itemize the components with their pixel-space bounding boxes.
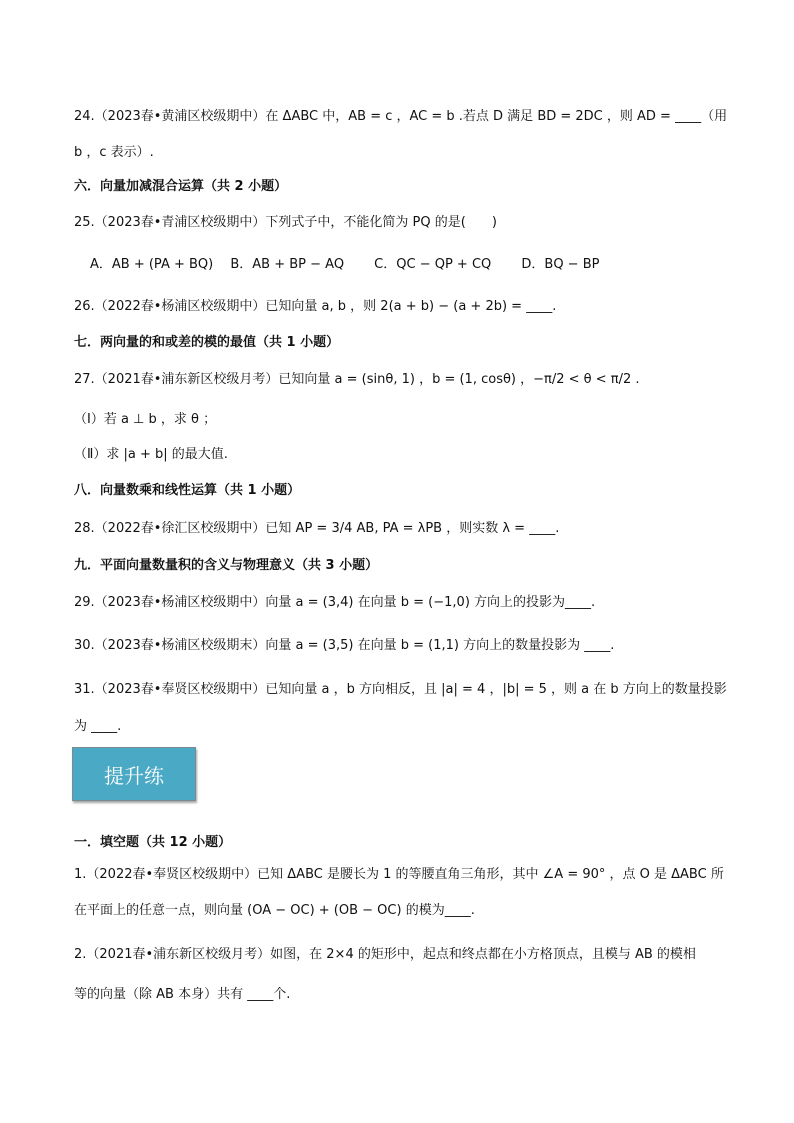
section-badge: [72, 747, 196, 801]
section-heading: 九．平面向量数量积的含义与物理意义（共 3 小题）: [74, 558, 379, 573]
text-line: 1.（2022春•奉贤区校级期中）已知 ΔABC 是腰长为 1 的等腰直角三角形，其中 ∠A = 90° ，点 O 是 ΔABC 所: [74, 867, 724, 882]
section-heading: 六．向量加减混合运算（共 2 小题）: [74, 179, 288, 194]
text-line: 30.（2023春•杨浦区校级期末）向量 a = (3,5) 在向量 b = (1,1) 方向上的数量投影为 ____.: [74, 638, 615, 653]
text-line: 31.（2023春•奉贤区校级期中）已知向量 a ，b 方向相反，且 |a| = 4 ，|b| = 5 ，则 a 在 b 方向上的数量投影: [74, 682, 727, 697]
text-line: 24.（2023春•黄浦区校级期中）在 ΔABC 中，AB = c ，AC = b .若点 D 满足 BD = 2DC ，则 AD = ____（用: [74, 109, 728, 124]
section-badge-label: 提升练: [104, 763, 164, 788]
text-line: 为 ____.: [74, 719, 122, 734]
text-line: （Ⅱ）求 |a + b| 的最大值.: [74, 447, 228, 462]
text-line: 在平面上的任意一点，则向量 (OA − OC) + (OB − OC) 的模为____.: [74, 903, 475, 918]
text-line: （Ⅰ）若 a ⊥ b ，求 θ ；: [74, 412, 217, 427]
text-line: A．AB + (PA + BQ) B．AB + BP − AQ C．QC − QP + CQ D．BQ − BP: [90, 257, 600, 272]
section-heading: 八．向量数乘和线性运算（共 1 小题）: [74, 483, 301, 498]
text-line: 27.（2021春•浦东新区校级月考）已知向量 a = (sinθ, 1) ，b = (1, cosθ) ，−π/2 < θ < π/2 .: [74, 372, 640, 387]
text-line: 26.（2022春•杨浦区校级期中）已知向量 a, b ，则 2(a + b) − (a + 2b) = ____.: [74, 299, 557, 314]
text-line: 2.（2021春•浦东新区校级月考）如图，在 2×4 的矩形中，起点和终点都在小方格顶点，且模与 AB 的模相: [74, 947, 696, 962]
section-heading: 七．两向量的和或差的模的最值（共 1 小题）: [74, 335, 340, 350]
text-line: b ，c 表示）.: [74, 145, 154, 160]
section-heading: 一．填空题（共 12 小题）: [74, 835, 232, 850]
text-line: 28.（2022春•徐汇区校级期中）已知 AP = 3/4 AB, PA = λPB ，则实数 λ = ____.: [74, 521, 560, 536]
text-line: 29.（2023春•杨浦区校级期中）向量 a = (3,4) 在向量 b = (−1,0) 方向上的投影为____.: [74, 595, 596, 610]
text-line: 等的向量（除 AB 本身）共有 ____个.: [74, 987, 291, 1002]
text-line: 25.（2023春•青浦区校级期中）下列式子中，不能化简为 PQ 的是( ): [74, 215, 497, 230]
